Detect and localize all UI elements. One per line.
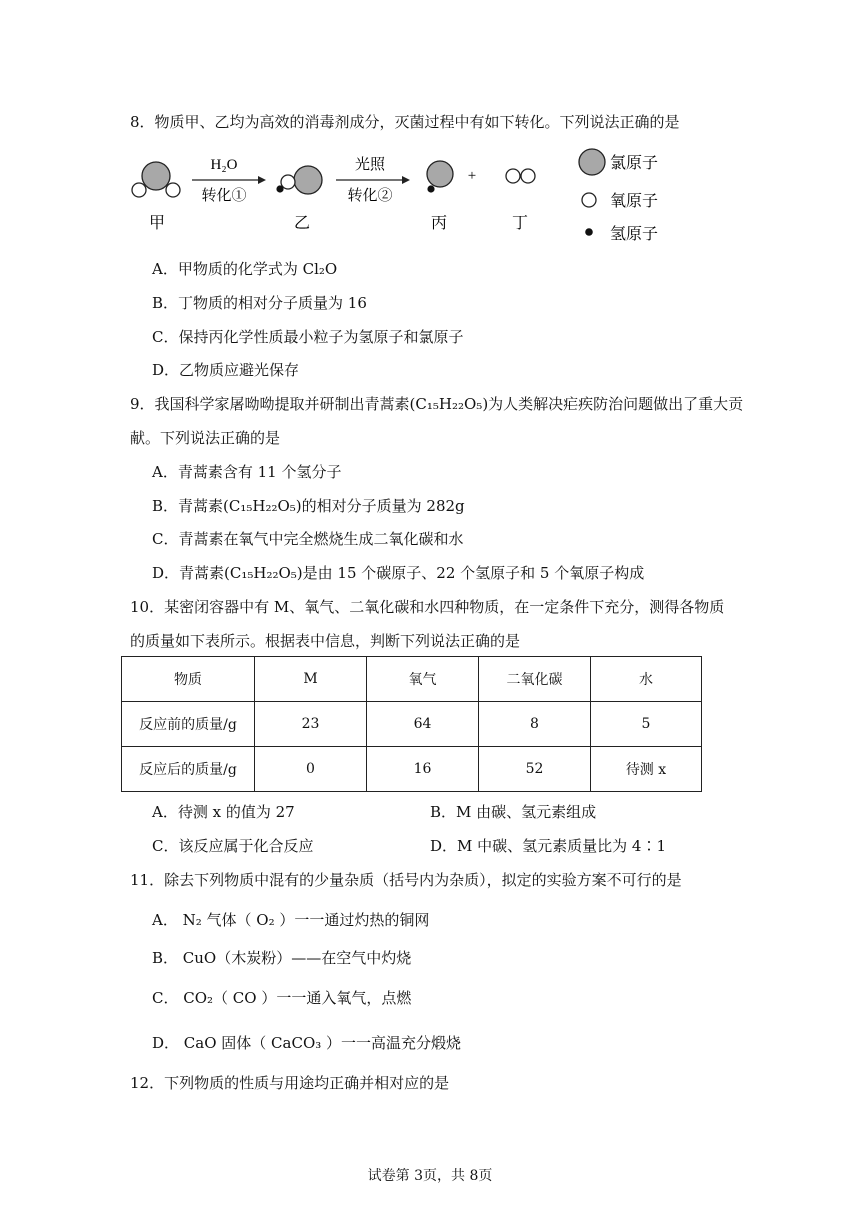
q9-stem-line2: 献。下列说法正确的是 — [130, 429, 281, 447]
table-cell: 23 — [255, 702, 367, 747]
q11-option-b: B． CuO（木炭粉）——在空气中灼烧 — [152, 949, 412, 967]
table-header-cell: M — [255, 657, 367, 702]
q9-option-d: D．青蒿素(C₁₅H₂₂O₅)是由 15 个碳原子、22 个氢原子和 5 个氧原子构成 — [152, 564, 645, 582]
q9-option-b: B．青蒿素(C₁₅H₂₂O₅)的相对分子质量为 282g — [152, 497, 465, 515]
oxygen-atom-icon — [582, 193, 596, 207]
arrow2-top: 光照 — [354, 157, 386, 173]
table-cell: 反应前的质量/g — [122, 702, 255, 747]
table-cell: 反应后的质量/g — [122, 747, 255, 792]
table-row — [122, 747, 702, 792]
table-cell: 0 — [255, 747, 367, 792]
arrow2-bottom: 转化② — [347, 188, 393, 204]
legend-oxygen: 氧原子 — [610, 193, 659, 210]
molecule-ding-icon — [506, 169, 535, 183]
label-yi: 乙 — [293, 215, 311, 232]
q10-stem-line1: 10．某密闭容器中有 M、氧气、二氧化碳和水四种物质，在一定条件下充分，测得各物质 — [130, 598, 725, 616]
table-row — [122, 702, 702, 747]
legend — [579, 149, 658, 243]
q9-option-c: C．青蒿素在氧气中完全燃烧生成二氧化碳和水 — [152, 530, 464, 548]
q8-option-c: C．保持丙化学性质最小粒子为氢原子和氯原子 — [152, 328, 464, 346]
q10-option-a: A．待测 x 的值为 27 — [152, 803, 295, 821]
table-cell: 16 — [367, 747, 479, 792]
q8-reaction-diagram — [120, 144, 680, 254]
q9-option-a: A．青蒿素含有 11 个氢分子 — [152, 463, 342, 481]
molecule-bing-icon — [427, 161, 453, 193]
q8-stem: 8．物质甲、乙均为高效的消毒剂成分，灭菌过程中有如下转化。下列说法正确的是 — [130, 113, 680, 131]
table-header-cell: 水 — [591, 657, 702, 702]
table-header-row — [122, 657, 702, 702]
q8-option-b: B．丁物质的相对分子质量为 16 — [152, 294, 367, 312]
q11-option-d: D． CaO 固体（ CaCO₃ ）一一高温充分煅烧 — [152, 1034, 462, 1052]
table-header-cell: 氧气 — [367, 657, 479, 702]
q10-stem-line2: 的质量如下表所示。根据表中信息，判断下列说法正确的是 — [130, 632, 521, 650]
molecule-jia-icon — [132, 162, 180, 197]
chlorine-atom-icon — [579, 149, 605, 175]
legend-hydrogen: 氢原子 — [610, 226, 659, 243]
mass-table — [121, 656, 702, 792]
q12-stem: 12．下列物质的性质与用途均正确并相对应的是 — [130, 1074, 450, 1092]
q10-option-d: D．M 中碳、氢元素质量比为 4∶1 — [430, 837, 667, 855]
table-header-cell: 物质 — [122, 657, 255, 702]
table-cell: 8 — [479, 702, 591, 747]
table-cell: 5 — [591, 702, 702, 747]
q8-option-d: D．乙物质应避光保存 — [152, 361, 300, 379]
table-cell: 待测 x — [591, 747, 702, 792]
arrow1-bottom: 转化① — [201, 188, 247, 204]
q11-option-a: A． N₂ 气体（ O₂ ）一一通过灼热的铜网 — [152, 911, 430, 929]
q9-stem-line1: 9．我国科学家屠呦呦提取并研制出青蒿素(C₁₅H₂₂O₅)为人类解决疟疾防治问题做出了重大贡 — [130, 395, 744, 413]
q8-option-a: A．甲物质的化学式为 Cl₂O — [152, 260, 338, 278]
table-cell: 52 — [479, 747, 591, 792]
legend-chlorine: 氯原子 — [610, 155, 659, 172]
q11-stem: 11．除去下列物质中混有的少量杂质（括号内为杂质），拟定的实验方案不可行的是 — [130, 871, 682, 889]
table-cell: 64 — [367, 702, 479, 747]
plus-sign: + — [467, 168, 477, 184]
molecule-yi-icon — [276, 166, 322, 194]
label-ding: 丁 — [511, 215, 529, 232]
page-footer: 试卷第 3页，共 8页 — [367, 1168, 493, 1184]
q10-option-b: B．M 由碳、氢元素组成 — [430, 803, 597, 821]
label-bing: 丙 — [430, 215, 448, 232]
hydrogen-atom-icon — [585, 228, 593, 236]
q10-option-c: C．该反应属于化合反应 — [152, 837, 314, 855]
label-jia: 甲 — [148, 215, 166, 232]
arrow1-top: H₂O — [210, 157, 238, 173]
q11-option-c: C． CO₂（ CO ）一一通入氧气，点燃 — [152, 989, 412, 1007]
table-header-cell: 二氧化碳 — [479, 657, 591, 702]
